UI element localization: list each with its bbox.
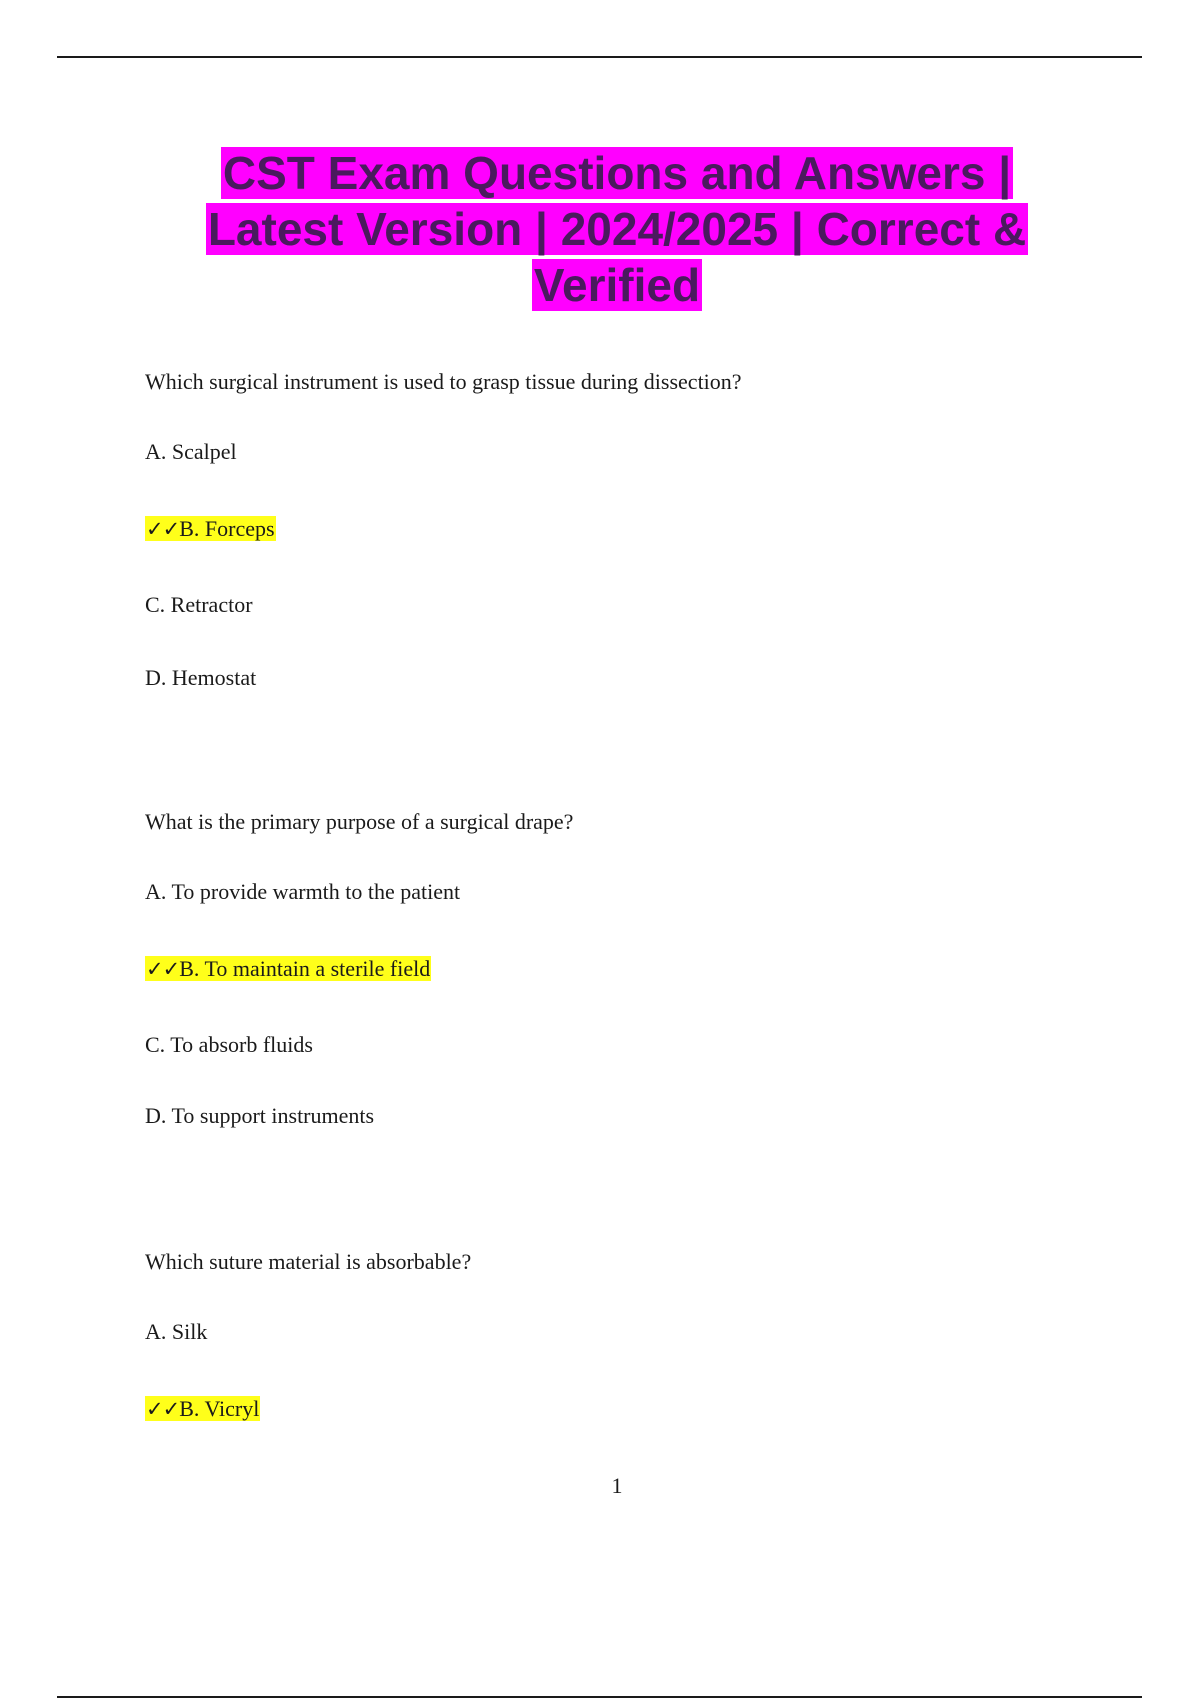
title-line-2: Latest Version | 2024/2025 | Correct & — [207, 203, 1027, 255]
correct-answer-highlight — [145, 956, 431, 981]
question-1-option-d: D. Hemostat — [145, 665, 257, 690]
question-2-text: What is the primary purpose of a surgical drape? — [145, 809, 574, 834]
page-number: 1 — [611, 1473, 623, 1498]
title-line-1: CST Exam Questions and Answers | — [222, 147, 1012, 199]
bottom-rule — [57, 1696, 1142, 1698]
correct-answer-highlight — [145, 516, 276, 541]
double-check-icon: ✓✓ — [146, 957, 180, 981]
double-check-icon: ✓✓ — [146, 1397, 180, 1421]
double-check-icon: ✓✓ — [146, 517, 180, 541]
answer-label: B. To maintain a sterile field — [179, 956, 431, 981]
question-1-text: Which surgical instrument is used to grasp tissue during dissection? — [145, 369, 742, 394]
title-line-3: Verified — [533, 259, 701, 311]
question-2-option-c: C. To absorb fluids — [145, 1032, 313, 1057]
question-2-option-a: A. To provide warmth to the patient — [145, 879, 461, 904]
document-title — [0, 145, 1200, 313]
top-rule — [57, 56, 1142, 58]
question-2-option-b-correct — [145, 955, 431, 983]
answer-label: B. Vicryl — [179, 1396, 260, 1421]
answer-label: B. Forceps — [179, 516, 275, 541]
correct-answer-highlight — [145, 1396, 260, 1421]
question-1-option-a: A. Scalpel — [145, 439, 237, 464]
question-3-text: Which suture material is absorbable? — [145, 1249, 472, 1274]
question-3-option-b-correct — [145, 1395, 260, 1423]
question-2-option-d: D. To support instruments — [145, 1103, 375, 1128]
question-1-option-b-correct — [145, 515, 276, 543]
question-3-option-a: A. Silk — [145, 1319, 208, 1344]
question-1-option-c: C. Retractor — [145, 592, 253, 617]
